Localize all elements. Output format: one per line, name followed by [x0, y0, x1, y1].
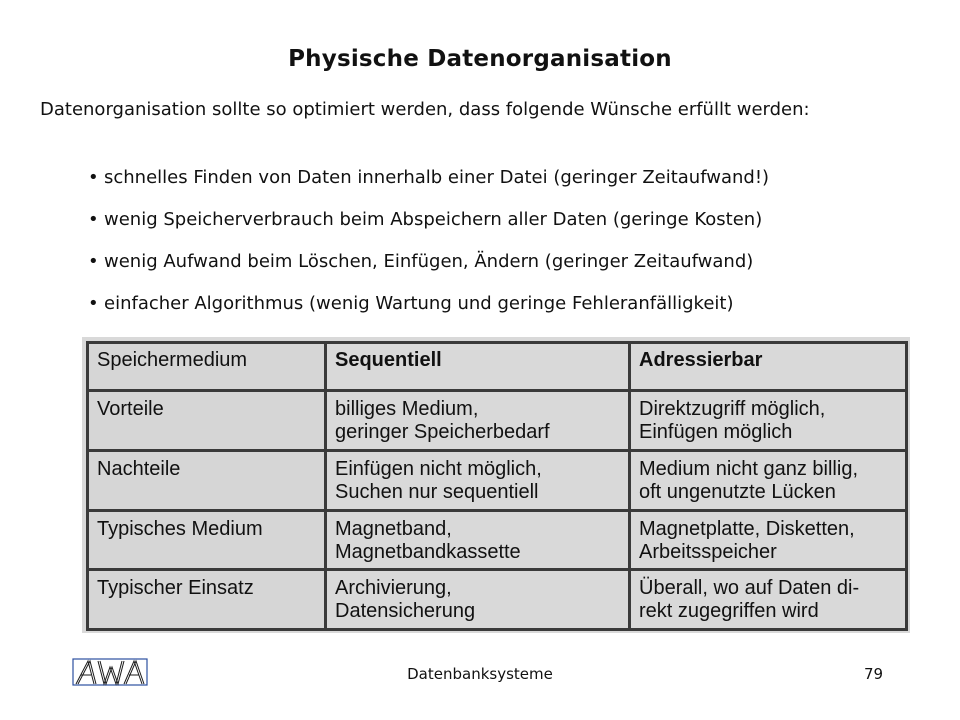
bullet-icon: • [88, 209, 99, 230]
bullet-item [88, 165, 928, 207]
slide-title: Physische Datenorganisation [288, 46, 672, 72]
cell-line: rekt zugegriffen wird [639, 600, 819, 623]
table-cell [326, 570, 630, 630]
table-row [88, 570, 907, 630]
cell-line: Magnetplatte, Disketten, [639, 517, 855, 540]
cell-line: Magnetbandkassette [335, 540, 521, 563]
row-label: Typischer Einsatz [88, 570, 326, 630]
bullet-icon: • [88, 167, 99, 188]
intro-text: Datenorganisation sollte so optimiert werden, dass folgende Wünsche erfüllt werden: [40, 99, 810, 120]
row-label: Typisches Medium [88, 510, 326, 570]
cell-line: Datensicherung [335, 600, 476, 623]
cell-line: Direktzugriff möglich, [639, 398, 826, 420]
bullet-item [88, 207, 928, 249]
bullet-text: einfacher Algorithmus (wenig Wartung und geringe Fehleranfälligkeit) [104, 293, 734, 314]
row-label: Nachteile [88, 450, 326, 510]
footer-title: Datenbanksysteme [407, 665, 553, 683]
table-row [88, 391, 907, 451]
table-row [88, 450, 907, 510]
cell-line: Suchen nur sequentiell [335, 480, 539, 503]
table-cell [630, 510, 907, 570]
page-number: 79 [864, 665, 884, 683]
header-cell-speichermedium: Speichermedium [88, 343, 326, 391]
cell-line: Arbeitsspeicher [639, 540, 777, 563]
table-row [88, 510, 907, 570]
table-cell [630, 570, 907, 630]
bullet-text: wenig Aufwand beim Löschen, Einfügen, Ändern (geringer Zeitaufwand) [104, 251, 754, 272]
cell-line: geringer Speicherbedarf [335, 421, 550, 443]
bullet-item [88, 291, 928, 333]
table-cell [630, 450, 907, 510]
comparison-table-frame [82, 337, 910, 633]
bullet-text: schnelles Finden von Daten innerhalb einer Datei (geringer Zeitaufwand!) [104, 167, 770, 188]
cell-line: oft ungenutzte Lücken [639, 480, 836, 503]
cell-line: Medium nicht ganz billig, [639, 457, 858, 480]
table-cell [326, 510, 630, 570]
comparison-table [86, 341, 908, 631]
cell-line: Einfügen möglich [639, 421, 793, 443]
cell-line: billiges Medium, [335, 398, 479, 420]
table-cell [326, 450, 630, 510]
bullet-text: wenig Speicherverbrauch beim Abspeichern aller Daten (geringe Kosten) [104, 209, 763, 230]
bullet-icon: • [88, 251, 99, 272]
logo-text: AWA [110, 676, 113, 677]
cell-line: Magnetband, [335, 517, 452, 540]
bullet-item [88, 249, 928, 291]
table-cell [630, 391, 907, 451]
table-cell [326, 391, 630, 451]
cell-line: Einfügen nicht möglich, [335, 457, 542, 480]
bullet-list [88, 165, 928, 333]
row-label: Vorteile [88, 391, 326, 451]
cell-line: Überall, wo auf Daten di- [639, 577, 860, 600]
bullet-icon: • [88, 293, 99, 314]
cell-line: Archivierung, [335, 577, 452, 600]
table-header-row [88, 343, 907, 391]
header-cell-adressierbar: Adressierbar [630, 343, 907, 391]
header-cell-sequentiell: Sequentiell [326, 343, 630, 391]
